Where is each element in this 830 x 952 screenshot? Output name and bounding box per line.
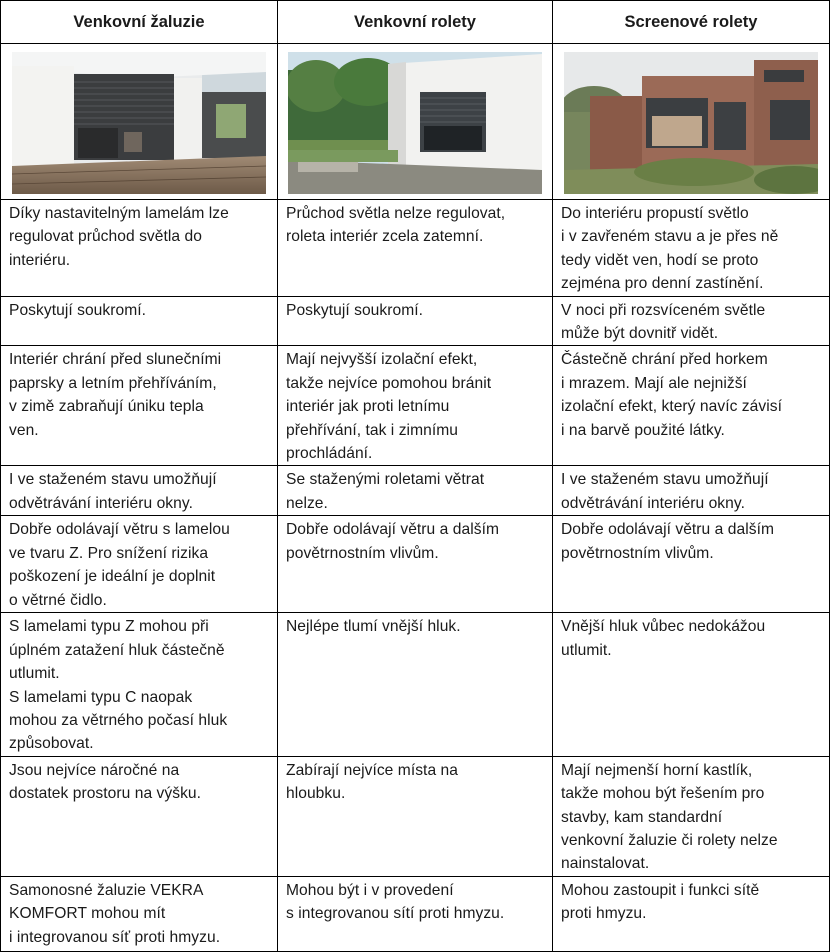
exterior-roller-shutter-photo — [288, 52, 542, 194]
cell: I ve staženém stavu umožňují odvětrávání interiéru okny. — [1, 466, 278, 516]
table-row — [1, 200, 830, 297]
table-row — [1, 296, 830, 346]
cell: Mohou zastoupit i funkci sítě proti hmyzu. — [553, 876, 830, 951]
image-row — [1, 44, 830, 200]
table-row — [1, 516, 830, 613]
cell: Dobře odolávají větru a dalším povětrnostním vlivům. — [553, 516, 830, 613]
cell: Do interiéru propustí světlo i v zavřeném stavu a je přes ně tedy vidět ven, hodí se proto zejména pro denní zastínění. — [553, 200, 830, 297]
cell: Interiér chrání před slunečními paprsky a letním přehříváním, v zimě zabraňují úniku tepla ven. — [1, 346, 278, 466]
table-row — [1, 756, 830, 876]
cell: Dobře odolávají větru a dalším povětrnostním vlivům. — [278, 516, 553, 613]
cell: Poskytují soukromí. — [1, 296, 278, 346]
column-title: Screenové rolety — [553, 1, 830, 44]
cell: Mohou být i v provedení s integrovanou sítí proti hmyzu. — [278, 876, 553, 951]
screen-blinds-photo — [564, 52, 818, 194]
cell: Nejlépe tlumí vnější hluk. — [278, 613, 553, 756]
table-row — [1, 346, 830, 466]
cell: Poskytují soukromí. — [278, 296, 553, 346]
cell: Samonosné žaluzie VEKRA KOMFORT mohou mít i integrovanou síť proti hmyzu. — [1, 876, 278, 951]
exterior-blinds-photo — [12, 52, 266, 194]
cell: Díky nastavitelným lamelám lze regulovat průchod světla do interiéru. — [1, 200, 278, 297]
cell: Se staženými roletami větrat nelze. — [278, 466, 553, 516]
cell: I ve staženém stavu umožňují odvětrávání interiéru okny. — [553, 466, 830, 516]
cell: Vnější hluk vůbec nedokážou utlumit. — [553, 613, 830, 756]
cell: Jsou nejvíce náročné na dostatek prostoru na výšku. — [1, 756, 278, 876]
cell: Mají nejmenší horní kastlík, takže mohou být řešením pro stavby, kam standardní venkovní žaluzie či rolety nelze nainstalovat. — [553, 756, 830, 876]
cell: Zabírají nejvíce místa na hloubku. — [278, 756, 553, 876]
column-title: Venkovní žaluzie — [1, 1, 278, 44]
cell: S lamelami typu Z mohou při úplném zatažení hluk částečně utlumit. S lamelami typu C naopak mohou za větrného počasí hluk způsobovat. — [1, 613, 278, 756]
table-row — [1, 876, 830, 951]
header-row — [1, 1, 830, 44]
table-row — [1, 613, 830, 756]
cell: Mají nejvyšší izolační efekt, takže nejvíce pomohou bránit interiér jak proti letnímu přehřívání, tak i zimnímu prochládání. — [278, 346, 553, 466]
column-title: Venkovní rolety — [278, 1, 553, 44]
cell: Částečně chrání před horkem i mrazem. Mají ale nejnižší izolační efekt, který navíc závisí i na barvě použité látky. — [553, 346, 830, 466]
cell: Dobře odolávají větru s lamelou ve tvaru Z. Pro snížení rizika poškození je ideální je doplnit o větrné čidlo. — [1, 516, 278, 613]
table-row — [1, 466, 830, 516]
cell: Průchod světla nelze regulovat, roleta interiér zcela zatemní. — [278, 200, 553, 297]
cell: V noci při rozsvíceném světle může být dovnitř vidět. — [553, 296, 830, 346]
